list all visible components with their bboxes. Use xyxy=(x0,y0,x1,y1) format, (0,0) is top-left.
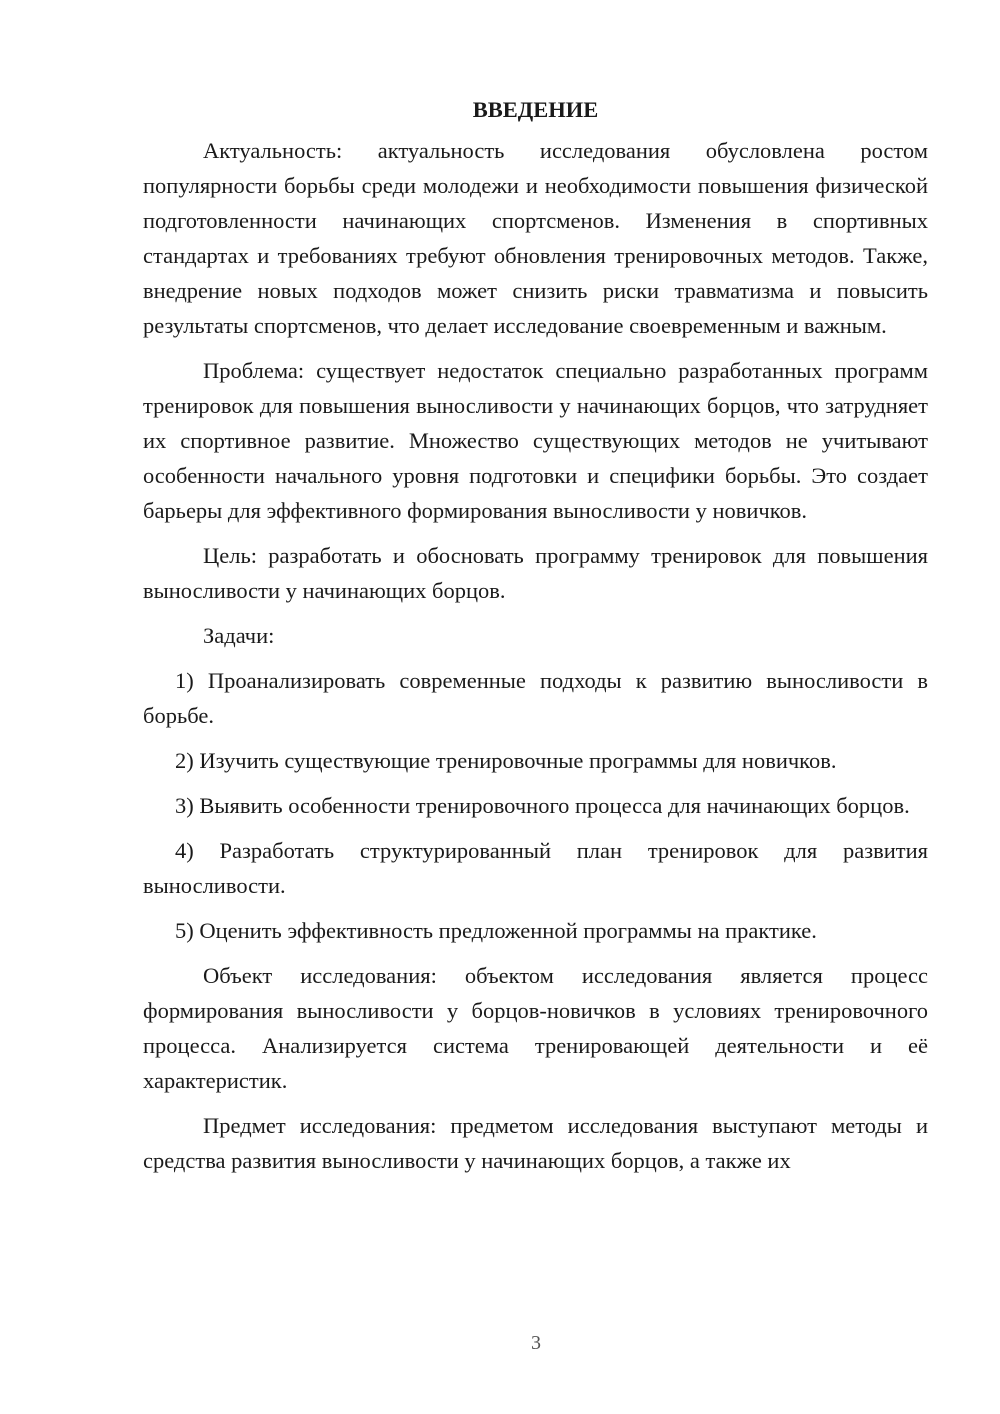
task-item-1: 1) Проанализировать современные подходы к развитию выносливости в борьбе. xyxy=(143,668,928,728)
tasks-label: Задачи: xyxy=(203,623,275,648)
section-heading: ВВЕДЕНИЕ xyxy=(472,97,599,122)
relevance-paragraph: Актуальность: актуальность исследования обусловлена ростом популярности борьбы среди молодежи и необходимости повышения физической подготовленности начинающих спортсменов. Изменения в спортивных стандартах и требованиях требуют обновления тренировочных методов. Также, внедрение новых подходов может снизить риски травматизма и повысить результаты спортсменов, что делает исследование своевременным и важным. xyxy=(143,138,928,338)
object-paragraph: Объект исследования: объектом исследования является процесс формирования выносливости у борцов-новичков в условиях тренировочного процесса. Анализируется система тренировающей деятельности и её характеристик. xyxy=(143,963,928,1093)
task-item-2: 2) Изучить существующие тренировочные программы для новичков. xyxy=(175,748,837,773)
problem-paragraph: Проблема: существует недостаток специально разработанных программ тренировок для повышения выносливости у начинающих борцов, что затрудняет их спортивное развитие. Множество существующих методов не учитывают особенности начального уровня подготовки и специфики борьбы. Это создает барьеры для эффективного формирования выносливости у новичков. xyxy=(143,358,928,523)
task-item-5: 5) Оценить эффективность предложенной программы на практике. xyxy=(175,918,817,943)
page-number: 3 xyxy=(531,1332,541,1354)
page-body xyxy=(143,92,928,1188)
task-item-3: 3) Выявить особенности тренировочного процесса для начинающих борцов. xyxy=(175,793,910,818)
goal-paragraph: Цель: разработать и обосновать программу тренировок для повышения выносливости у начинающих борцов. xyxy=(143,543,928,603)
task-item-4: 4) Разработать структурированный план тренировок для развития выносливости. xyxy=(143,838,928,898)
subject-paragraph: Предмет исследования: предметом исследования выступают методы и средства развития выносливости у начинающих борцов, а также их xyxy=(143,1113,928,1173)
